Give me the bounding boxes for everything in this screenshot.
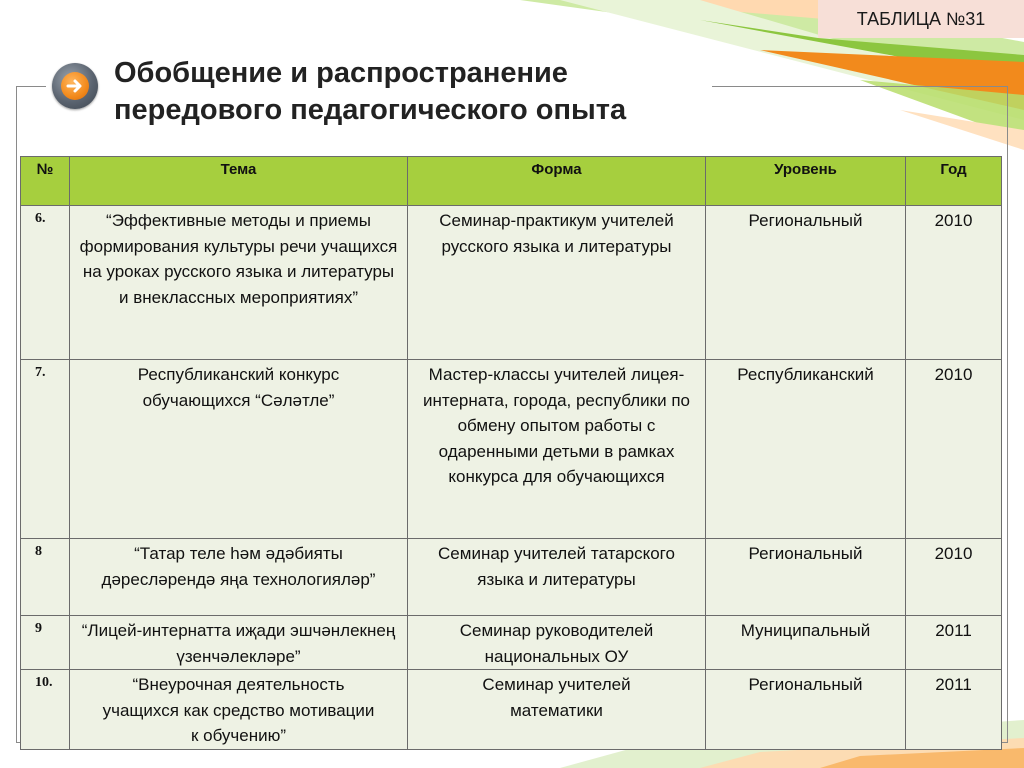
table-header-row xyxy=(21,157,1002,206)
cell-topic: Республиканский конкурс обучающихся “Сәләтле” xyxy=(70,360,408,539)
header-year: Год xyxy=(906,157,1002,206)
cell-level: Региональный xyxy=(706,670,906,750)
cell-level: Муниципальный xyxy=(706,616,906,670)
table-number-badge: ТАБЛИЦА №31 xyxy=(818,0,1024,38)
header-num: № xyxy=(21,157,70,206)
frame-top-right xyxy=(712,86,1007,87)
cell-form: Семинар учителей татарского языка и литературы xyxy=(408,539,706,616)
title-line-2: передового педагогического опыта xyxy=(114,94,627,126)
cell-year: 2010 xyxy=(906,360,1002,539)
cell-year: 2010 xyxy=(906,539,1002,616)
cell-year: 2011 xyxy=(906,616,1002,670)
cell-num: 7. xyxy=(21,360,70,539)
table-row xyxy=(21,539,1002,616)
arrow-right-icon[interactable] xyxy=(52,63,98,109)
cell-topic: “Эффективные методы и приемы формирования культуры речи учащихся на уроках русского языка и литературы и внеклассных мероприятиях” xyxy=(70,206,408,360)
header-topic: Тема xyxy=(70,157,408,206)
title-line-1: Обобщение и распространение xyxy=(114,57,568,89)
table-row xyxy=(21,616,1002,670)
cell-num: 8 xyxy=(21,539,70,616)
cell-topic: “Лицей-интернатта иҗади эшчәнлекнең үзенчәлекләре” xyxy=(70,616,408,670)
header-level: Уровень xyxy=(706,157,906,206)
cell-topic: “Внеурочная деятельность учащихся как средство мотивации к обучению” xyxy=(70,670,408,750)
cell-form: Семинар-практикум учителей русского языка и литературы xyxy=(408,206,706,360)
arrow-right-glyph xyxy=(65,76,85,96)
experience-table xyxy=(20,156,1002,750)
cell-form: Семинар учителей математики xyxy=(408,670,706,750)
cell-num: 10. xyxy=(21,670,70,750)
cell-level: Региональный xyxy=(706,206,906,360)
page-title xyxy=(114,55,754,129)
cell-num: 9 xyxy=(21,616,70,670)
cell-level: Региональный xyxy=(706,539,906,616)
cell-num: 6. xyxy=(21,206,70,360)
cell-level: Республиканский xyxy=(706,360,906,539)
table-row xyxy=(21,360,1002,539)
cell-form: Мастер-классы учителей лицея-интерната, города, республики по обмену опытом работы с одаренными детьми в рамках конкурса для обучающихся xyxy=(408,360,706,539)
cell-form: Семинар руководителей национальных ОУ xyxy=(408,616,706,670)
table-row xyxy=(21,670,1002,750)
cell-year: 2011 xyxy=(906,670,1002,750)
header-form: Форма xyxy=(408,157,706,206)
frame-top-left xyxy=(16,86,46,87)
cell-year: 2010 xyxy=(906,206,1002,360)
cell-topic: “Татар теле һәм әдәбияты дәресләрендә яңа технологияләр” xyxy=(70,539,408,616)
table-row xyxy=(21,206,1002,360)
